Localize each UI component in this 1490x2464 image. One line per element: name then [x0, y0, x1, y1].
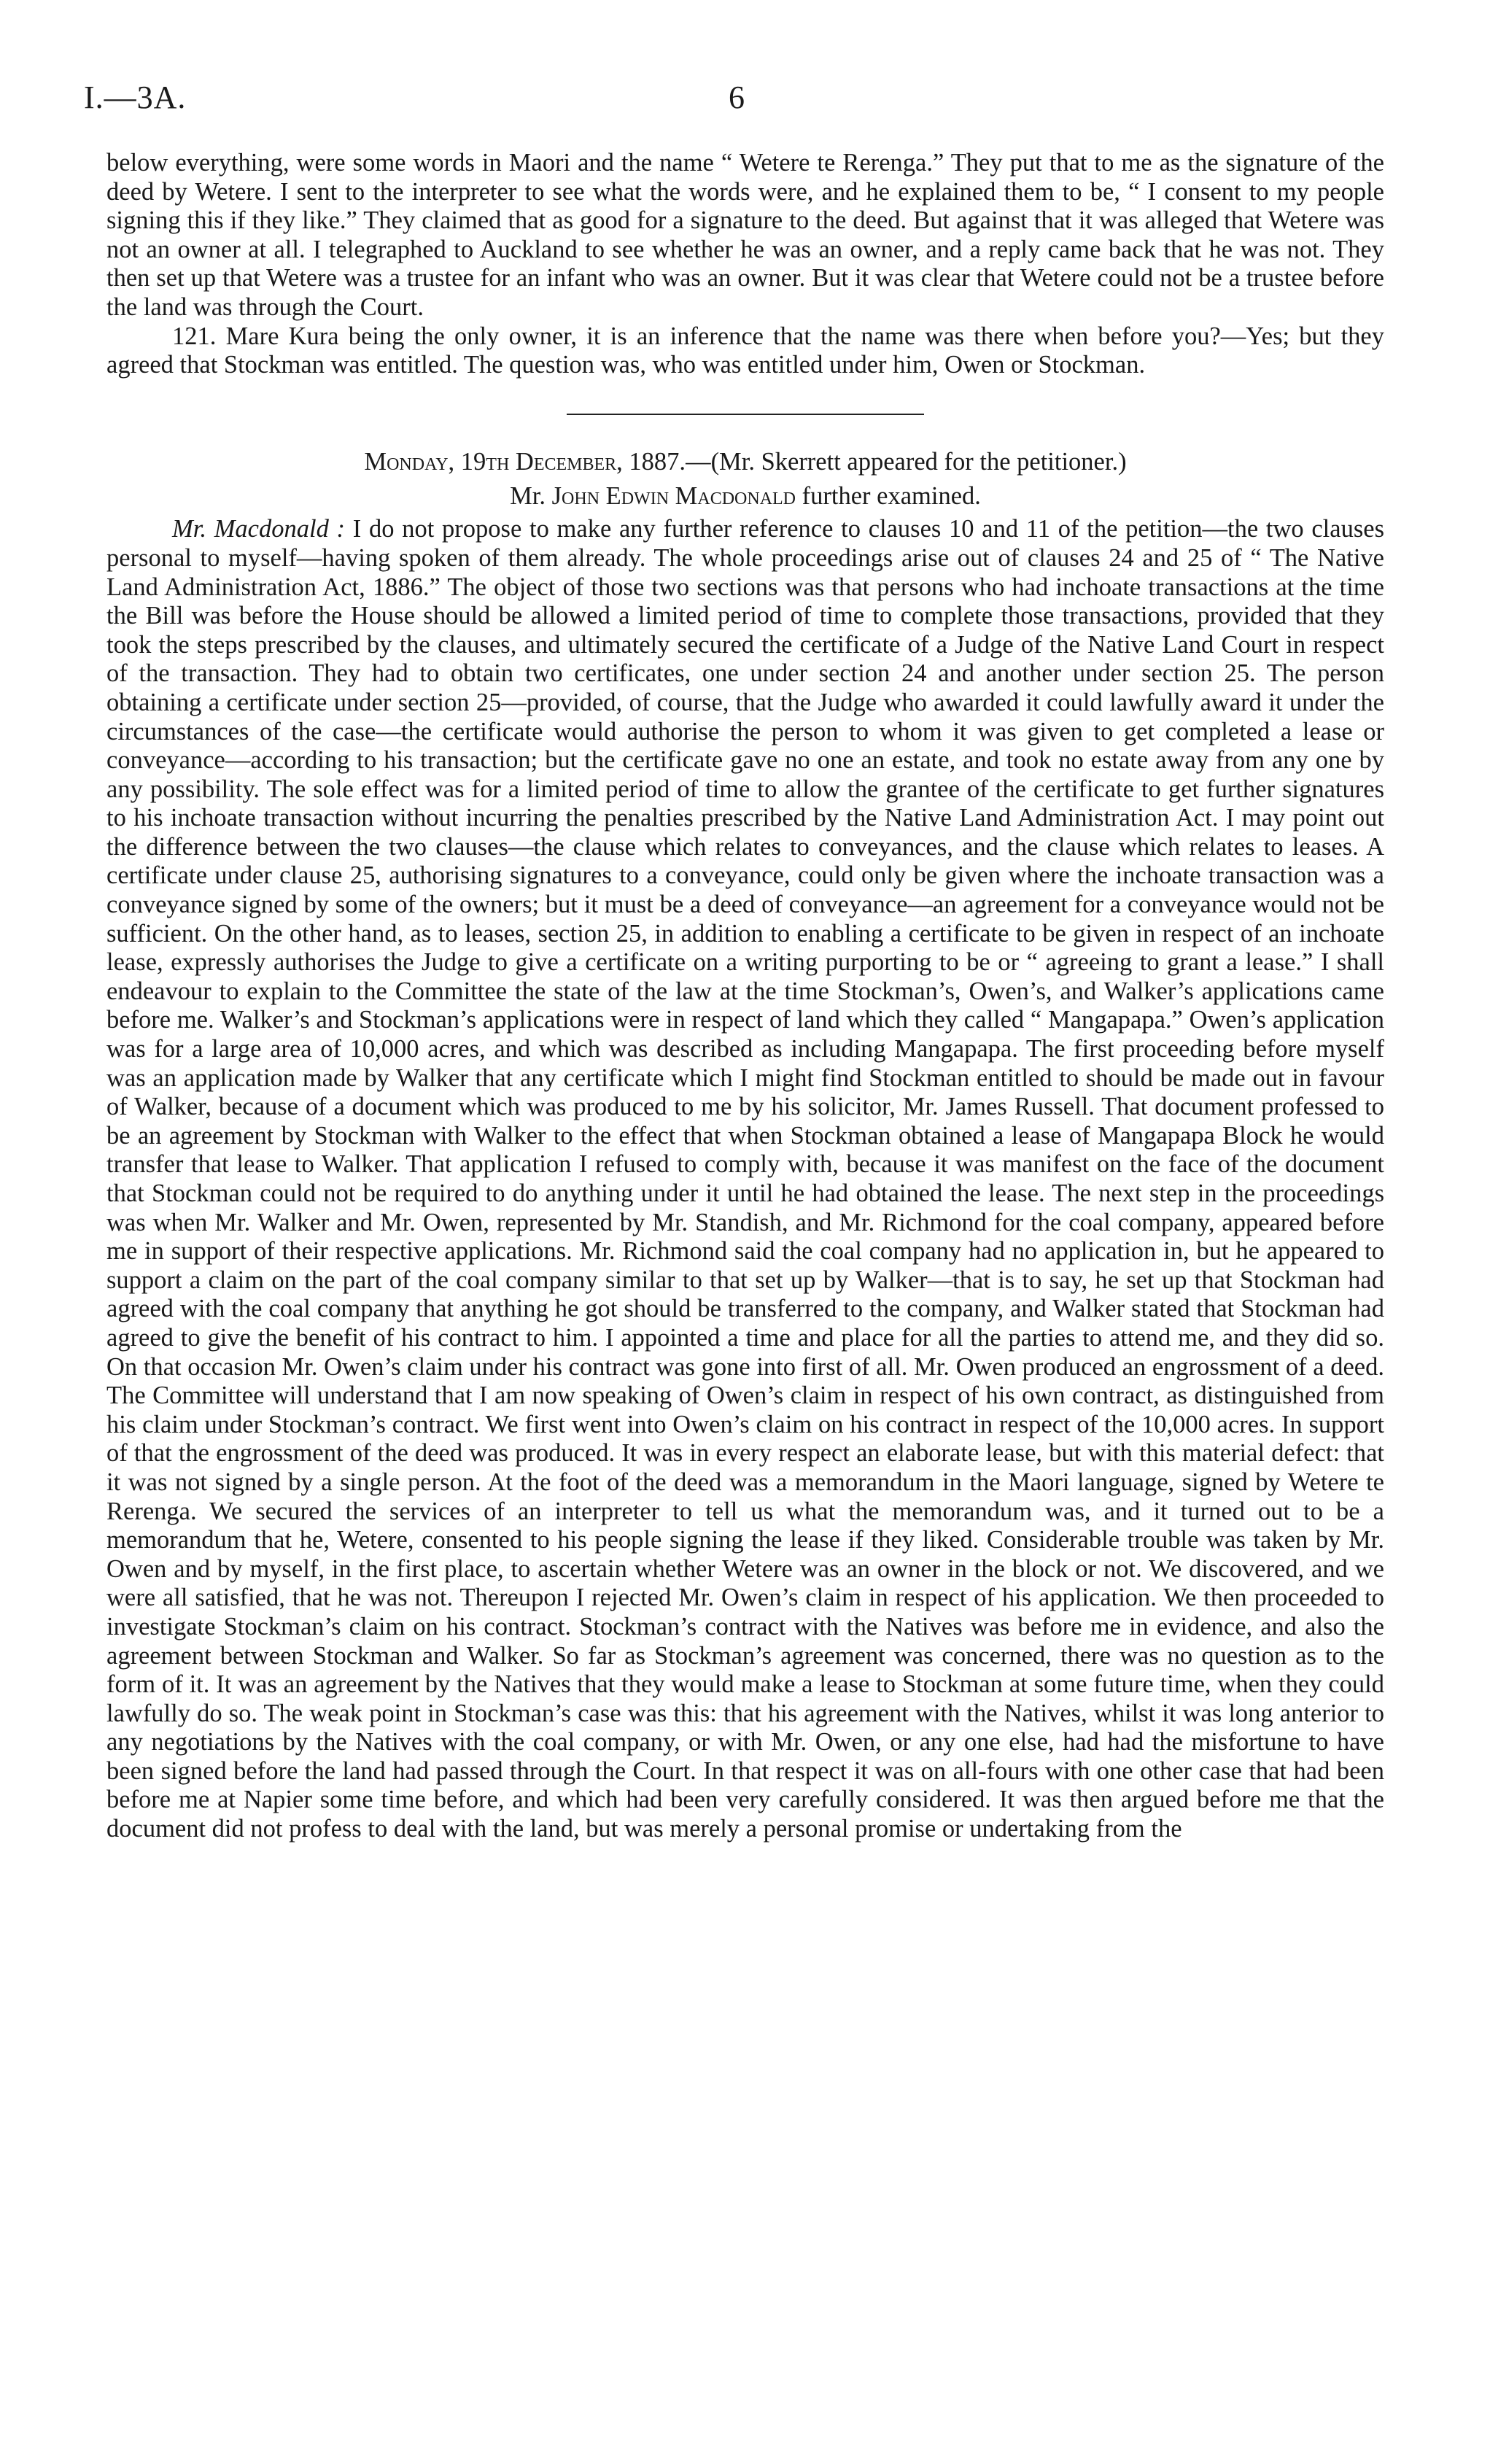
- body-text: [106, 149, 1384, 1844]
- speaker-label: Mr. Macdonald :: [172, 515, 346, 543]
- testimony-text: I do not propose to make any further reference to clauses 10 and 11 of the petition—the two clauses personal to myself—having spoken of them already. The whole proceedings arise out of clauses 24 and 25 of “ The Native Land Administration Act, 1886.” The object of those two sections was that persons who had inchoate transactions at the time the Bill was before the House should be allowed a limited period of time to complete those transactions, provided that they took the steps prescribed by the clauses, and ultimately secured the certificate of a Judge of the Native Land Court in respect of the transaction. They had to obtain two certificates, one under section 24 and another under section 25. The person obtaining a certificate under section 25—provided, of course, that the Judge who awarded it could lawfully award it under the circumstances of the case—the certificate would authorise the person to whom it was given to get completed a lease or conveyance—according to his transaction; but the certificate gave no one an estate, and took no estate away from any one by any possibility. The sole effect was for a limited period of time to allow the grantee of the certificate to get further signatures to his inchoate transaction without incurring the penalties prescribed by the Native Land Administration Act. I may point out the difference between the two clauses—the clause which relates to conveyances, and the clause which relates to leases. A certificate under clause 25, authorising signatures to a conveyance, could only be given where the inchoate transaction was a conveyance signed by some of the owners; but it must be a deed of conveyance—an agreement for a conveyance would not be sufficient. On the other hand, as to leases, section 25, in addition to enabling a certificate to be given in respect of an inchoate lease, expressly authorises the Judge to give a certificate on a writing purporting to be or “ agreeing to grant a lease.” I shall endeavour to explain to the Committee the state of the law at the time Stockman’s, Owen’s, and Walker’s applications came before me. Walker’s and Stockman’s applications were in respect of land which they called “ Mangapapa.” Owen’s application was for a large area of 10,000 acres, and which was described as including Mangapapa. The first proceeding before myself was an application made by Walker that any certificate which I might find Stockman entitled to should be made out in favour of Walker, because of a document which was produced to me by his solicitor, Mr. James Russell. That document professed to be an agreement by Stockman with Walker to the effect that when Stockman obtained a lease of Mangapapa Block he would transfer that lease to Walker. That application I refused to comply with, because it was manifest on the face of the document that Stockman could not be required to do anything under it until he had obtained the lease. The next step in the proceedings was when Mr. Walker and Mr. Owen, represented by Mr. Standish, and Mr. Richmond for the coal company, appeared before me in support of their respective applications. Mr. Richmond said the coal company had no application in, but he appeared to support a claim on the part of the coal company similar to that set up by Walker—that is to say, he set up that Stockman had agreed with the coal company that anything he got should be transferred to the company, and Walker stated that Stockman had agreed to give the benefit of his contract to him. I appointed a time and place for all the parties to attend me, and they did so. On that occasion Mr. Owen’s claim under his contract was gone into first of all. Mr. Owen produced an engrossment of a deed. The Committee will understand that I am now speaking of Owen’s claim in respect of his own contract, as distinguished from his claim under Stockman’s contract. We first went into Owen’s claim on his contract in respect of the 10,000 acres. In support of that the engrossment of the deed was produced. It was in every respect an elaborate lease, but with this material defect: that it was not signed by a single person. At the foot of the deed was a memorandum in the Maori language, signed by Wetere te Rerenga. We secured the services of an interpreter to tell us what the memorandum was, and it turned out to be a memorandum that he, Wetere, consented to his people signing the lease if they liked. Considerable trouble was taken by Mr. Owen and by myself, in the first place, to ascertain whether Wetere was an owner in the block or not. We discovered, and we were all satisfied, that he was not. Thereupon I rejected Mr. Owen’s claim in respect of his application. We then proceeded to investigate Stockman’s claim on his contract. Stockman’s contract with the Natives was before me in evidence, and also the agreement between Stockman and Walker. So far as Stockman’s agreement was concerned, there was no question as to the form of it. It was an agreement by the Natives that they would make a lease to Stockman at some future time, when they could lawfully do so. The weak point in Stockman’s case was this: that his agreement with the Natives, whilst it was long anterior to any negotiations by the Natives with the coal company, or with Mr. Owen, or any one else, had had the misfortune to have been signed before the land had passed through the Court. In that respect it was on all-fours with one other case that had been before me at Napier some time before, and which had been very carefully considered. It was then argued before me that the document did not profess to deal with the land, but was merely a personal promise or undertaking from the: [106, 515, 1384, 1843]
- paragraph-continuation: below everything, were some words in Maori and the name “ Wetere te Rerenga.” They put that to me as the signature of the deed by Wetere. I sent to the interpreter to see what the words were, and he explained them to be, “ I consent to my people signing this if they like.” They claimed that as good for a signature to the deed. But against that it was alleged that Wetere was not an owner at all. I telegraphed to Auckland to see whether he was an owner, and a reply came back that he was not. They then set up that Wetere was a trustee for an infant who was an owner. But it was clear that Wetere could not be a trustee before the land was through the Court.: [106, 149, 1384, 321]
- paragraph-question-121: 121. Mare Kura being the only owner, it is an inference that the name was there when before you?—Yes; but they agreed that Stockman was entitled. The question was, who was entitled under him, Owen or Stockman.: [106, 322, 1384, 379]
- page-number: 6: [729, 80, 745, 115]
- paragraph-testimony: [106, 515, 1384, 1843]
- session-date: Monday, 19th December, 1887.: [364, 447, 686, 476]
- session-note: —(Mr. Skerrett appeared for the petitioner.): [686, 447, 1127, 476]
- witness-prefix: Mr.: [510, 481, 546, 510]
- witness-suffix: further examined.: [802, 481, 981, 510]
- section-divider: [567, 414, 924, 415]
- witness-heading: [106, 482, 1384, 511]
- witness-name: John Edwin Macdonald: [551, 481, 796, 510]
- session-heading: [106, 447, 1384, 476]
- page-header: [84, 79, 1389, 123]
- document-reference: I.—3A.: [84, 80, 187, 115]
